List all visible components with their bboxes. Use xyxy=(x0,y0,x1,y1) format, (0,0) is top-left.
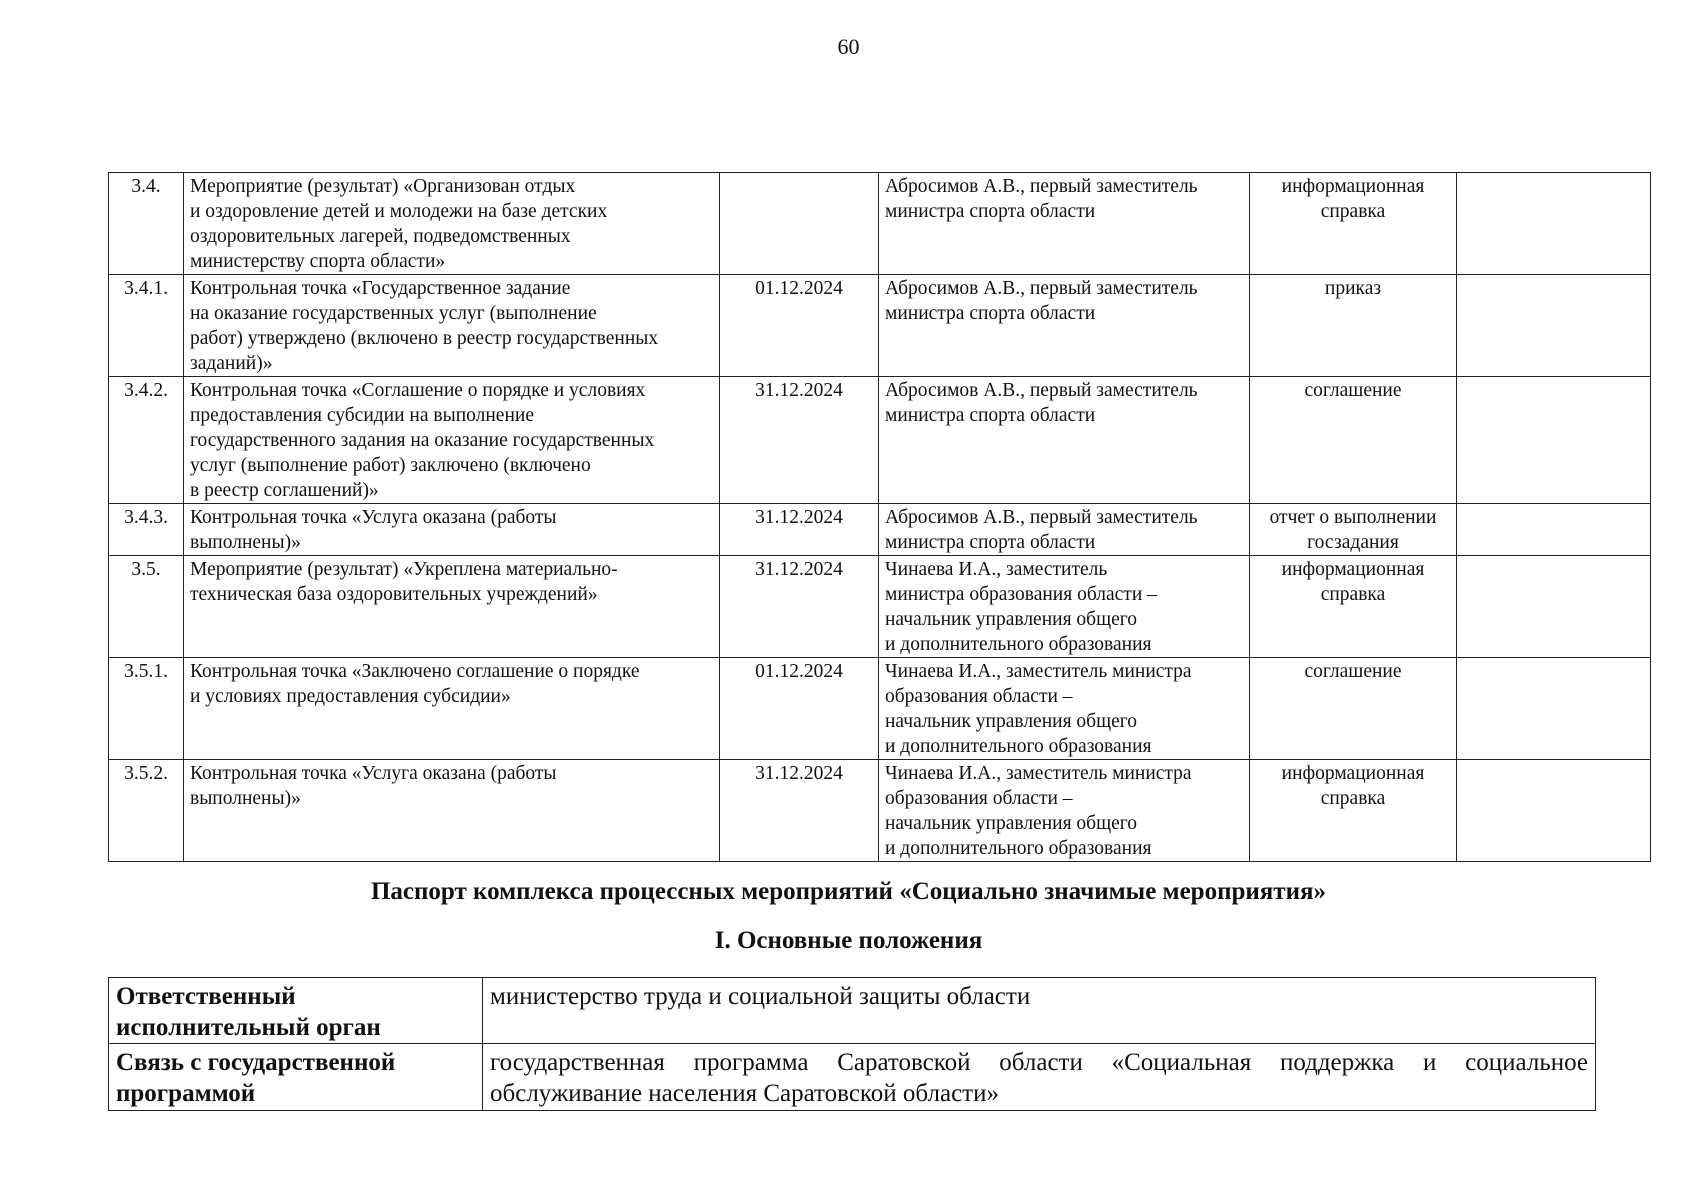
event-responsible: Абросимов А.В., первый заместитель министра спорта области xyxy=(879,377,1250,504)
table-row xyxy=(109,978,1596,1044)
table-row xyxy=(109,173,1651,275)
event-responsible: Абросимов А.В., первый заместитель министра спорта области xyxy=(879,173,1250,275)
row-number: 3.4.3. xyxy=(109,504,184,556)
row-number: 3.5. xyxy=(109,556,184,658)
row-number: 3.4. xyxy=(109,173,184,275)
main-provisions-table xyxy=(108,977,1596,1111)
event-name: Контрольная точка «Услуга оказана (работы выполнены)» xyxy=(184,760,720,862)
event-date: 01.12.2024 xyxy=(720,658,879,760)
page-number: 60 xyxy=(837,34,860,59)
event-name: Контрольная точка «Соглашение о порядке и условиях предоставления субсидии на выполнение государственного задания на оказание государственных услуг (выполнение работ) заключено (включено в реестр соглашений)» xyxy=(184,377,720,504)
event-extra xyxy=(1457,556,1651,658)
event-extra xyxy=(1457,760,1651,862)
event-date: 31.12.2024 xyxy=(720,377,879,504)
event-date: 31.12.2024 xyxy=(720,556,879,658)
table-row xyxy=(109,556,1651,658)
row-number: 3.4.1. xyxy=(109,275,184,377)
event-document: информационная справка xyxy=(1250,556,1457,658)
event-extra xyxy=(1457,658,1651,760)
table-row xyxy=(109,658,1651,760)
event-date: 31.12.2024 xyxy=(720,504,879,556)
event-responsible: Чинаева И.А., заместитель министра образования области – начальник управления общего и дополнительного образования xyxy=(879,760,1250,862)
event-document: информационная справка xyxy=(1250,760,1457,862)
event-responsible: Абросимов А.В., первый заместитель министра спорта области xyxy=(879,275,1250,377)
section-title: I. Основные положения xyxy=(714,927,983,954)
table-row xyxy=(109,275,1651,377)
event-name: Контрольная точка «Государственное задание на оказание государственных услуг (выполнение работ) утверждено (включено в реестр государственных заданий)» xyxy=(184,275,720,377)
event-date: 01.12.2024 xyxy=(720,275,879,377)
row-number: 3.5.2. xyxy=(109,760,184,862)
provision-label: Связь с государственной программой xyxy=(109,1044,483,1111)
table-row xyxy=(109,504,1651,556)
event-extra xyxy=(1457,504,1651,556)
event-name: Контрольная точка «Заключено соглашение о порядке и условиях предоставления субсидии» xyxy=(184,658,720,760)
event-date xyxy=(720,173,879,275)
event-date: 31.12.2024 xyxy=(720,760,879,862)
event-responsible: Абросимов А.В., первый заместитель министра спорта области xyxy=(879,504,1250,556)
event-extra xyxy=(1457,173,1651,275)
event-document: соглашение xyxy=(1250,658,1457,760)
passport-title: Паспорт комплекса процессных мероприятий «Социально значимые мероприятия» xyxy=(370,878,1327,905)
event-document: соглашение xyxy=(1250,377,1457,504)
provision-value: государственная программа Саратовской области «Социальная поддержка и социальное обслуживание населения Саратовской области» xyxy=(483,1044,1596,1111)
events-table xyxy=(108,172,1651,862)
table-row xyxy=(109,760,1651,862)
event-responsible: Чинаева И.А., заместитель министра образования области – начальник управления общего и дополнительного образования xyxy=(879,556,1250,658)
event-document: приказ xyxy=(1250,275,1457,377)
table-row xyxy=(109,1044,1596,1111)
event-name: Мероприятие (результат) «Укреплена материально- техническая база оздоровительных учреждений» xyxy=(184,556,720,658)
event-document: информационная справка xyxy=(1250,173,1457,275)
event-extra xyxy=(1457,275,1651,377)
event-responsible: Чинаева И.А., заместитель министра образования области – начальник управления общего и дополнительного образования xyxy=(879,658,1250,760)
event-document: отчет о выполнении госзадания xyxy=(1250,504,1457,556)
provision-value: министерство труда и социальной защиты области xyxy=(483,978,1596,1044)
row-number: 3.5.1. xyxy=(109,658,184,760)
event-extra xyxy=(1457,377,1651,504)
row-number: 3.4.2. xyxy=(109,377,184,504)
provision-label: Ответственный исполнительный орган xyxy=(109,978,483,1044)
event-name: Мероприятие (результат) «Организован отдых и оздоровление детей и молодежи на базе детских оздоровительных лагерей, подведомственных министерству спорта области» xyxy=(184,173,720,275)
event-name: Контрольная точка «Услуга оказана (работы выполнены)» xyxy=(184,504,720,556)
table-row xyxy=(109,377,1651,504)
